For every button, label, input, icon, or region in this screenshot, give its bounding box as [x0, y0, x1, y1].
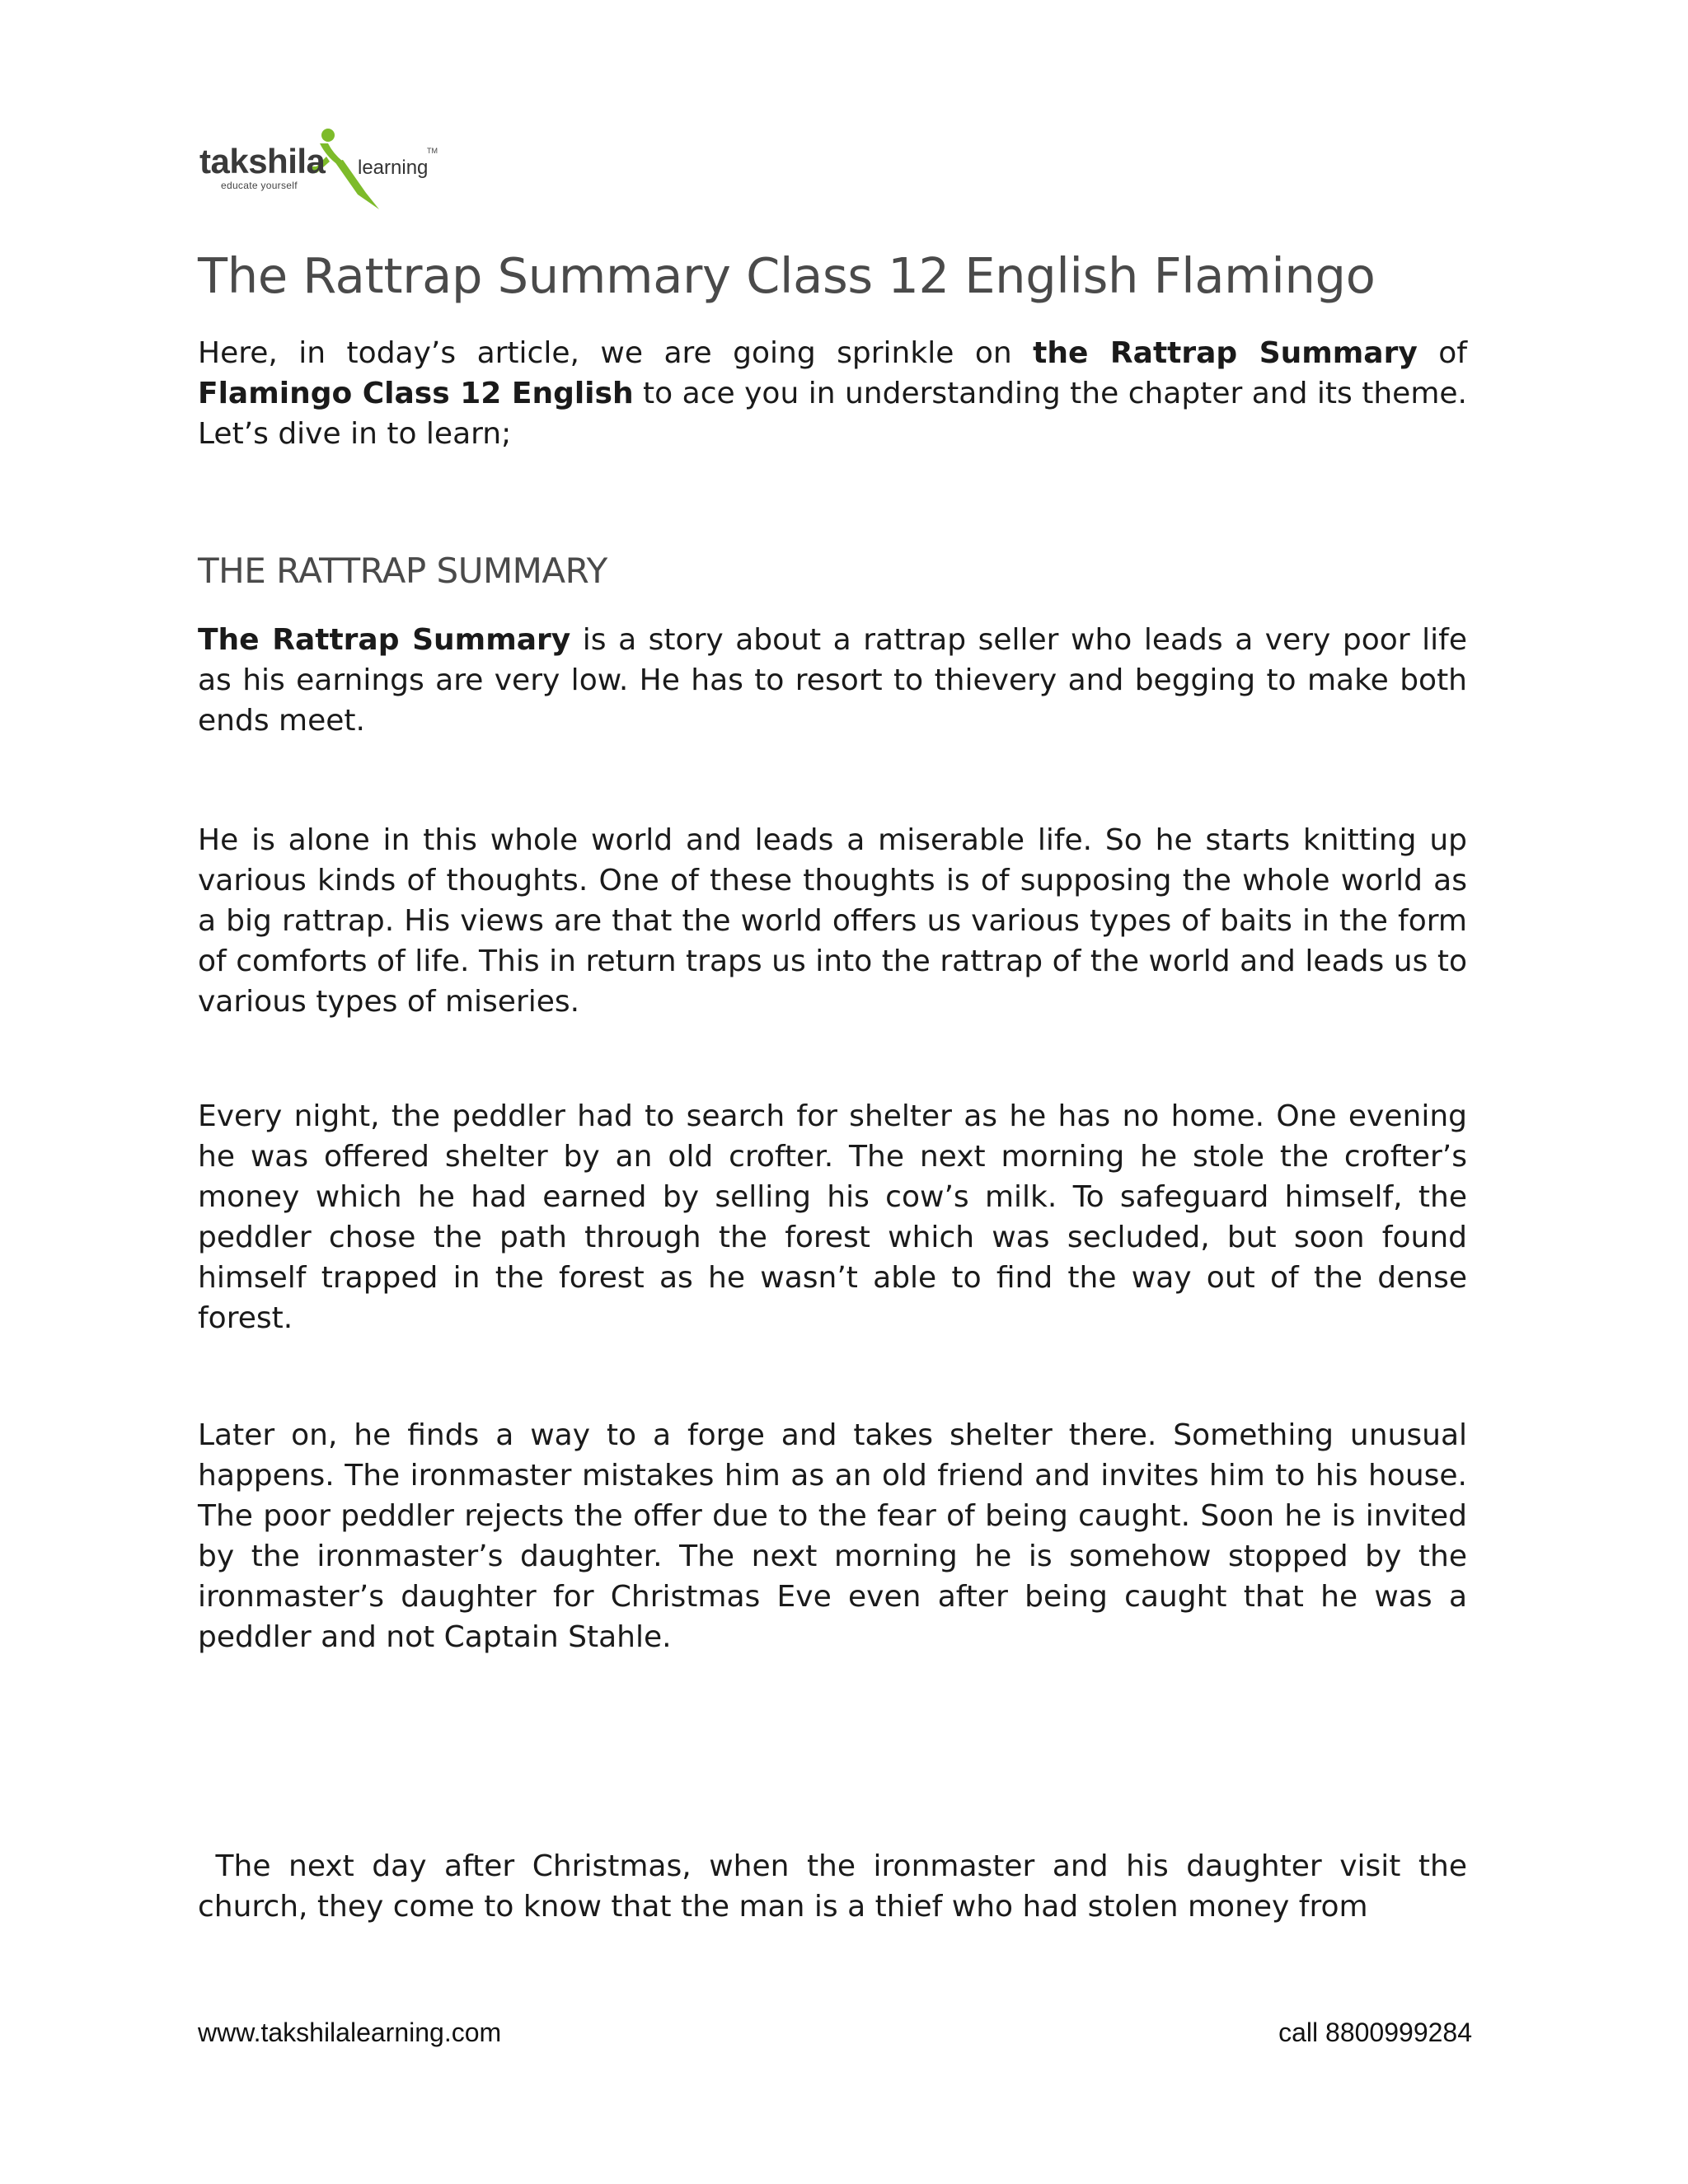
logo	[196, 124, 443, 214]
intro-bold-2: Flamingo Class 12 English	[198, 377, 634, 410]
paragraph-2: He is alone in this whole world and leads a miserable life. So he starts knitting up various kinds of thoughts. One of these thoughts is of supposing the whole world as a big rattrap. His views are that the world offers us various types of baits in the form of comforts of life. This in return traps us into the rattrap of the world and leads us to various types of miseries.	[198, 823, 1467, 1019]
paragraph-5: The next day after Christmas, when the ironmaster and his daughter visit the church, they come to know that the man is a thief who had stolen money from	[198, 1849, 1477, 1924]
logo-tagline: educate yourself	[221, 180, 298, 191]
intro-bold-1: the Rattrap Summary	[1033, 336, 1418, 370]
paragraph-1	[198, 620, 1467, 741]
footer-website[interactable]: www.takshilalearning.com	[198, 2018, 502, 2047]
paragraph-1-bold: The Rattrap Summary	[198, 623, 571, 657]
logo-brand-secondary: learning	[358, 157, 429, 179]
paragraph-1-text: is a story about a rattrap seller who leads a very poor life as his earnings are very low. He has to resort to thievery and begging to make both ends meet.	[198, 623, 1467, 738]
intro-text-2: of	[1417, 336, 1467, 370]
logo-tm: TM	[427, 147, 438, 155]
logo-brand-main: takshila	[199, 142, 326, 180]
page-title: The Rattrap Summary Class 12 English Flamingo	[198, 247, 1376, 304]
intro-paragraph	[198, 333, 1467, 454]
paragraph-4: Later on, he finds a way to a forge and takes shelter there. Something unusual happens. The ironmaster mistakes him as an old friend and invites him to his house. The poor peddler rejects the offer due to the fear of being caught. Soon he is invited by the ironmaster’s daughter. The next morning he is somehow stopped by the ironmaster’s daughter for Christmas Eve even after being caught that he was a peddler and not Captain Stahle.	[198, 1418, 1467, 1654]
intro-text-1: Here, in today’s article, we are going sprinkle on	[198, 336, 1034, 370]
intro-text-3: to ace you in understanding the chapter and its theme. Let’s dive in to learn;	[198, 377, 1467, 451]
section-heading: THE RATTRAP SUMMARY	[198, 551, 607, 591]
footer-phone: call 8800999284	[1278, 2018, 1472, 2047]
paragraph-3: Every night, the peddler had to search for shelter as he has no home. One evening he was offered shelter by an old crofter. The next morning he stole the crofter’s money which he had earned by selling his cow’s milk. To safeguard himself, the peddler chose the path through the forest which was secluded, but soon found himself trapped in the forest as he wasn’t able to find the way out of the dense forest.	[198, 1099, 1467, 1335]
